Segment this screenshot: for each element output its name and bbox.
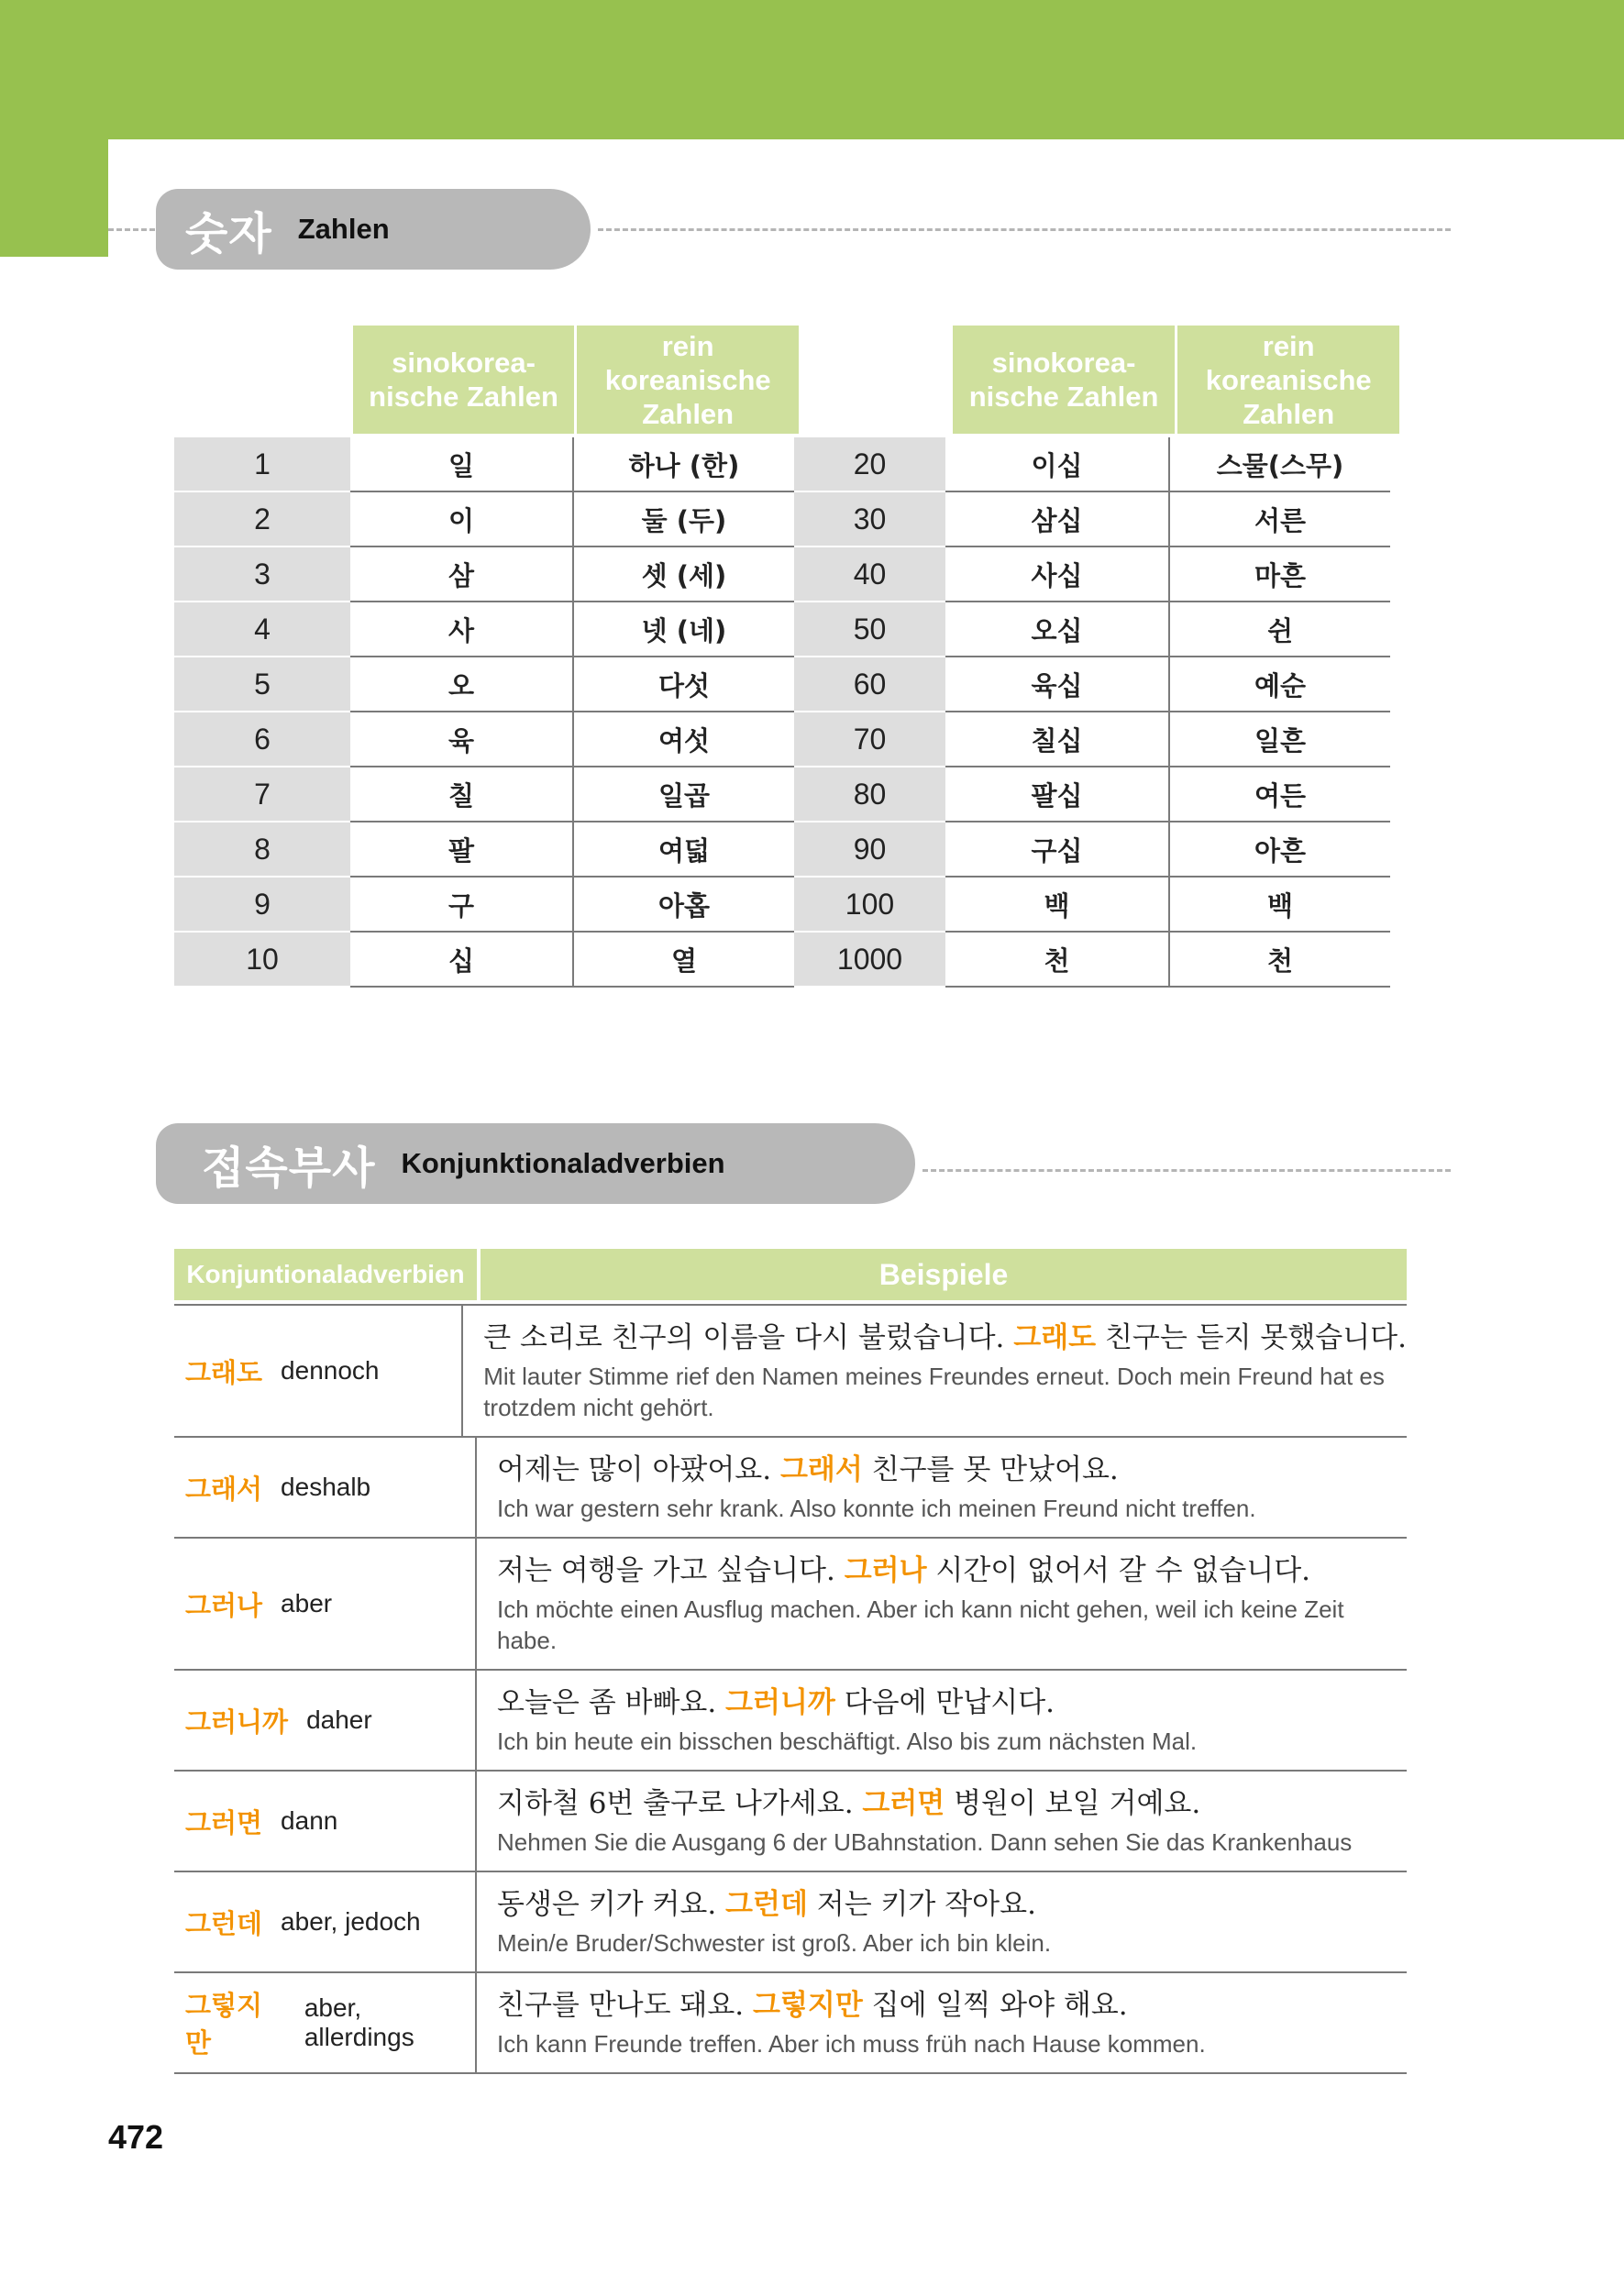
german-translation: Ich kann Freunde treffen. Aber ich muss früh nach Hause kommen. <box>497 2030 1206 2058</box>
header-blank <box>174 326 350 434</box>
rein-cell: 하나 (한) <box>572 437 794 492</box>
table-row <box>174 602 1399 657</box>
highlighted-conjunction: 그러나 <box>844 1554 927 1587</box>
sino-cell: 구십 <box>945 822 1168 878</box>
conjunction-ko: 그러면 <box>185 1806 263 1838</box>
example-cell <box>463 1306 1407 1436</box>
rein-cell: 여덟 <box>572 822 794 878</box>
sino-cell: 팔십 <box>945 767 1168 822</box>
number-cell: 1 <box>174 437 350 492</box>
conjunction-cell <box>174 1872 477 1971</box>
numbers-table-body <box>174 437 1399 988</box>
header-conjunction: Konjuntionaladverbien <box>174 1249 477 1300</box>
table-row <box>174 1304 1407 1436</box>
table-row <box>174 1871 1407 1971</box>
german-translation: Mit lauter Stimme rief den Namen meines Freundes erneut. Doch mein Freund hat es trotzdem nicht gehört. <box>483 1363 1385 1421</box>
sentence-part: 지하철 6번 출구로 나가세요. <box>497 1787 863 1820</box>
table-row <box>174 767 1399 822</box>
sentence-part: 집에 일찍 와야 해요. <box>862 1989 1128 2022</box>
sino-cell: 팔 <box>350 822 572 878</box>
sentence-part: 저는 키가 작아요. <box>807 1888 1036 1921</box>
table-row <box>174 1537 1407 1669</box>
number-cell: 50 <box>794 602 945 657</box>
conjunction-de: dann <box>281 1806 338 1835</box>
sino-cell: 구 <box>350 878 572 933</box>
rein-cell: 쉰 <box>1168 602 1390 657</box>
example-cell <box>477 1671 1407 1770</box>
rein-cell: 백 <box>1168 878 1390 933</box>
conjunction-ko: 그래서 <box>185 1473 263 1505</box>
conjunction-de: aber, allerdings <box>304 1993 414 2051</box>
german-translation: Mein/e Bruder/Schwester ist groß. Aber ich bin klein. <box>497 1929 1052 1957</box>
highlighted-conjunction: 그렇지만 <box>752 1989 863 2022</box>
number-cell: 7 <box>174 767 350 822</box>
table-row <box>174 822 1399 878</box>
sino-cell: 백 <box>945 878 1168 933</box>
number-cell: 30 <box>794 492 945 547</box>
conjunction-cell <box>174 1438 477 1537</box>
section-title-de: Konjunktionaladverbien <box>401 1147 725 1179</box>
header-rein-left: rein koreanische Zahlen <box>577 326 799 434</box>
header-examples: Beispiele <box>481 1249 1407 1300</box>
number-cell: 90 <box>794 822 945 878</box>
table-row <box>174 547 1399 602</box>
conjunction-de: aber, jedoch <box>281 1907 421 1936</box>
korean-sentence <box>497 1451 1407 1489</box>
rein-cell: 다섯 <box>572 657 794 712</box>
number-cell: 2 <box>174 492 350 547</box>
rein-cell: 서른 <box>1168 492 1390 547</box>
rein-cell: 여섯 <box>572 712 794 767</box>
german-translation: Ich bin heute ein bisschen beschäftigt. Also bis zum nächsten Mal. <box>497 1728 1198 1755</box>
conjunction-de: aber <box>281 1589 333 1617</box>
table-row <box>174 1669 1407 1770</box>
table-row <box>174 437 1399 492</box>
rein-cell: 아홉 <box>572 878 794 933</box>
sentence-part: 다음에 만납시다. <box>834 1686 1055 1719</box>
conjunction-cell <box>174 1306 463 1436</box>
number-cell: 40 <box>794 547 945 602</box>
korean-sentence <box>497 1885 1407 1924</box>
sentence-part: 큰 소리로 친구의 이름을 다시 불렀습니다. <box>483 1321 1014 1354</box>
section-title-numbers <box>156 189 591 270</box>
table-row <box>174 878 1399 933</box>
title-dash-right <box>922 1169 1451 1172</box>
header-band <box>0 0 1624 139</box>
table-row <box>174 657 1399 712</box>
rein-cell: 천 <box>1168 933 1390 988</box>
section-title-de: Zahlen <box>297 213 390 245</box>
number-cell: 5 <box>174 657 350 712</box>
sino-cell: 이십 <box>945 437 1168 492</box>
conjunction-ko: 그런데 <box>185 1907 263 1939</box>
highlighted-conjunction: 그러니까 <box>725 1686 835 1719</box>
number-cell: 60 <box>794 657 945 712</box>
header-sino-left: sinokorea- nische Zahlen <box>353 326 575 434</box>
number-cell: 100 <box>794 878 945 933</box>
section-title-conjunctions <box>156 1123 915 1204</box>
number-cell: 80 <box>794 767 945 822</box>
conjunction-ko: 그렇지만 <box>185 1990 263 2059</box>
conjunction-cell <box>174 1671 477 1770</box>
header-rein-right: rein koreanische Zahlen <box>1177 326 1399 434</box>
number-cell: 3 <box>174 547 350 602</box>
rein-cell: 일흔 <box>1168 712 1390 767</box>
rein-cell: 마흔 <box>1168 547 1390 602</box>
sino-cell: 이 <box>350 492 572 547</box>
sino-cell: 칠 <box>350 767 572 822</box>
sentence-part: 저는 여행을 가고 싶습니다. <box>497 1554 845 1587</box>
table-row <box>174 712 1399 767</box>
sino-cell: 삼 <box>350 547 572 602</box>
korean-sentence <box>497 1986 1407 2025</box>
sino-cell: 십 <box>350 933 572 988</box>
header-band-notch <box>0 139 108 257</box>
conjunction-ko: 그러나 <box>185 1589 263 1621</box>
sino-cell: 삼십 <box>945 492 1168 547</box>
conjunctions-table-body <box>174 1304 1407 2074</box>
sino-cell: 육 <box>350 712 572 767</box>
number-cell: 9 <box>174 878 350 933</box>
conjunction-cell <box>174 1772 477 1871</box>
sentence-part: 친구는 듣지 못했습니다. <box>1096 1321 1407 1354</box>
conjunction-de: daher <box>306 1706 372 1734</box>
sino-cell: 천 <box>945 933 1168 988</box>
title-dash-right <box>598 228 1451 231</box>
rein-cell: 셋 (세) <box>572 547 794 602</box>
table-row <box>174 492 1399 547</box>
numbers-table <box>174 326 1399 988</box>
table-row <box>174 1971 1407 2074</box>
page-number: 472 <box>108 2118 164 2156</box>
highlighted-conjunction: 그러면 <box>862 1787 945 1820</box>
german-translation: Nehmen Sie die Ausgang 6 der UBahnstation. Dann sehen Sie das Krankenhaus <box>497 1828 1353 1856</box>
section-title-ko: 접속부사 <box>202 1142 376 1194</box>
conjunction-de: deshalb <box>281 1473 371 1501</box>
table-row <box>174 933 1399 988</box>
sino-cell: 사 <box>350 602 572 657</box>
table-row <box>174 1436 1407 1537</box>
number-cell: 20 <box>794 437 945 492</box>
sino-cell: 사십 <box>945 547 1168 602</box>
section-title-ko: 숫자 <box>185 207 272 259</box>
sentence-part: 시간이 없어서 갈 수 없습니다. <box>926 1554 1311 1587</box>
example-cell <box>477 1872 1407 1971</box>
number-cell: 70 <box>794 712 945 767</box>
number-cell: 4 <box>174 602 350 657</box>
example-cell <box>477 1539 1407 1669</box>
example-cell <box>477 1973 1407 2072</box>
header-blank <box>799 326 950 434</box>
conjunction-cell <box>174 1539 477 1669</box>
sino-cell: 일 <box>350 437 572 492</box>
rein-cell: 열 <box>572 933 794 988</box>
numbers-table-header <box>174 326 1399 434</box>
rein-cell: 일곱 <box>572 767 794 822</box>
sentence-part: 병원이 보일 거예요. <box>945 1787 1201 1820</box>
korean-sentence <box>497 1551 1407 1590</box>
title-dash-left <box>108 228 163 231</box>
example-cell <box>477 1438 1407 1537</box>
german-translation: Ich möchte einen Ausflug machen. Aber ich kann nicht gehen, weil ich keine Zeit habe. <box>497 1595 1344 1654</box>
highlighted-conjunction: 그런데 <box>725 1888 808 1921</box>
sino-cell: 오십 <box>945 602 1168 657</box>
header-sino-right: sinokorea- nische Zahlen <box>953 326 1176 434</box>
rein-cell: 둘 (두) <box>572 492 794 547</box>
number-cell: 6 <box>174 712 350 767</box>
rein-cell: 예순 <box>1168 657 1390 712</box>
rein-cell: 여든 <box>1168 767 1390 822</box>
conjunction-cell <box>174 1973 477 2072</box>
korean-sentence <box>497 1784 1407 1823</box>
table-row <box>174 1770 1407 1871</box>
sentence-part: 동생은 키가 커요. <box>497 1888 726 1921</box>
conjunctions-table <box>174 1249 1407 2074</box>
example-cell <box>477 1772 1407 1871</box>
conjunction-ko: 그래도 <box>185 1356 263 1388</box>
highlighted-conjunction: 그래서 <box>779 1453 863 1486</box>
number-cell: 8 <box>174 822 350 878</box>
sentence-part: 어제는 많이 아팠어요. <box>497 1453 780 1486</box>
sentence-part: 친구를 못 만났어요. <box>862 1453 1119 1486</box>
korean-sentence <box>497 1683 1407 1722</box>
conjunction-de: dennoch <box>281 1356 380 1385</box>
sino-cell: 칠십 <box>945 712 1168 767</box>
rein-cell: 아흔 <box>1168 822 1390 878</box>
rein-cell: 넷 (네) <box>572 602 794 657</box>
sentence-part: 오늘은 좀 바빠요. <box>497 1686 726 1719</box>
number-cell: 1000 <box>794 933 945 988</box>
german-translation: Ich war gestern sehr krank. Also konnte ich meinen Freund nicht treffen. <box>497 1495 1256 1522</box>
sentence-part: 친구를 만나도 돼요. <box>497 1989 753 2022</box>
sino-cell: 오 <box>350 657 572 712</box>
conjunctions-table-header <box>174 1249 1407 1300</box>
conjunction-ko: 그러니까 <box>185 1706 289 1738</box>
korean-sentence <box>483 1319 1407 1357</box>
number-cell: 10 <box>174 933 350 988</box>
sino-cell: 육십 <box>945 657 1168 712</box>
highlighted-conjunction: 그래도 <box>1013 1321 1097 1354</box>
rein-cell: 스물(스무) <box>1168 437 1390 492</box>
